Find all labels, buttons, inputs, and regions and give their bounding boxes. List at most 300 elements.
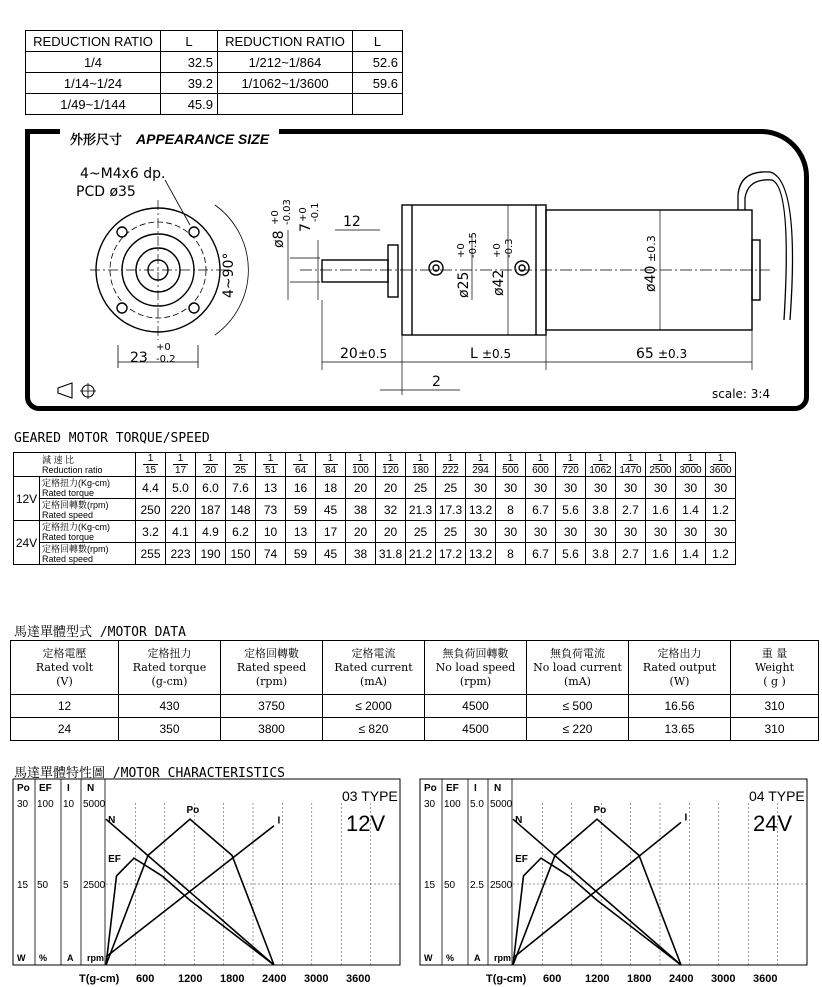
header-line: (W)	[669, 674, 690, 688]
mount-hole	[117, 303, 127, 313]
table-row	[11, 641, 819, 695]
ratio-denominator: 1062	[589, 465, 612, 476]
value-cell: 74	[256, 543, 286, 565]
ratio-denominator: 17	[174, 465, 187, 476]
header-line: 無負荷電流	[550, 646, 605, 660]
lead-wire	[745, 180, 786, 320]
value-cell: 45	[316, 543, 346, 565]
header-line: Weight	[755, 660, 794, 674]
table-cell: 4500	[425, 718, 527, 741]
header-line: Rated output	[642, 660, 717, 674]
ratio-numerator: 1	[473, 453, 488, 465]
header-cell: REDUCTION RATIO	[218, 31, 353, 52]
table-cell: 16.56	[629, 695, 731, 718]
ratio-cell	[496, 453, 526, 477]
ratio-numerator: 1	[623, 453, 638, 465]
ratio-cell	[646, 453, 676, 477]
value-cell: 3.8	[586, 499, 616, 521]
value-cell: 187	[196, 499, 226, 521]
screw-head	[515, 261, 529, 275]
x-axis-label: T(g-cm)	[486, 973, 527, 985]
value-cell: 13	[256, 477, 286, 499]
table-row	[14, 453, 736, 477]
mount-hole	[189, 303, 199, 313]
ratio-header-cell	[14, 453, 136, 477]
speed-label-en: Rated speed	[42, 553, 94, 564]
axis-tick: 5	[63, 880, 69, 891]
value-cell: 30	[646, 521, 676, 543]
header-line: (mA)	[360, 674, 387, 688]
ratio-numerator: 1	[353, 453, 368, 465]
torque-label-cell	[40, 477, 136, 499]
header-line: Rated current	[334, 660, 413, 674]
shaft-collar	[388, 245, 398, 297]
speed-label-cell	[40, 499, 136, 521]
value-cell: 6.7	[526, 543, 556, 565]
header-line: 無負荷回轉數	[442, 646, 509, 660]
torque-speed-table	[13, 452, 736, 565]
ratio-denominator: 600	[532, 465, 549, 476]
ratio-denominator: 120	[382, 465, 399, 476]
value-cell: 220	[166, 499, 196, 521]
axis-tick: 5000	[83, 799, 106, 810]
value-cell: 21.2	[406, 543, 436, 565]
value-cell: 4.1	[166, 521, 196, 543]
scale-label: scale: 3:4	[712, 387, 771, 401]
value-cell: 255	[136, 543, 166, 565]
value-cell: 30	[496, 477, 526, 499]
value-cell: 18	[316, 477, 346, 499]
table-row	[14, 521, 736, 543]
ratio-cell	[406, 453, 436, 477]
table-cell: 24	[11, 718, 119, 741]
ratio-denominator: 25	[234, 465, 247, 476]
value-cell: 7.6	[226, 477, 256, 499]
po-curve-label: Po	[593, 805, 607, 817]
value-cell: 30	[556, 477, 586, 499]
table-cell: 4500	[425, 695, 527, 718]
ratio-cell	[226, 453, 256, 477]
ratio-numerator: 1	[263, 453, 278, 465]
tolerance: +0	[456, 243, 467, 258]
value-cell: 150	[226, 543, 256, 565]
table-row	[11, 695, 819, 718]
value-cell: 8	[496, 543, 526, 565]
tolerance: ±0.3	[658, 347, 688, 361]
appearance-title-en: APPEARANCE SIZE	[136, 131, 270, 147]
tolerance: -0.03	[282, 199, 293, 225]
header-line: 重 量	[761, 646, 788, 660]
table-cell: 430	[119, 695, 221, 718]
header-cell	[425, 641, 527, 695]
value-cell: 45	[316, 499, 346, 521]
table-cell: ≤ 220	[527, 718, 629, 741]
voltage-cell: 24V	[14, 521, 40, 565]
speed-label-cn: 定格回轉數(rpm)	[42, 543, 109, 554]
value-cell: 4.4	[136, 477, 166, 499]
axis-tick: 10	[63, 799, 75, 810]
table-cell: 3750	[221, 695, 323, 718]
speed-label-en: Rated speed	[42, 509, 94, 520]
unit-label: A	[474, 953, 481, 963]
ratio-cell	[286, 453, 316, 477]
x-tick-label: 1800	[220, 973, 245, 985]
value-cell: 190	[196, 543, 226, 565]
value-cell: 4.9	[196, 521, 226, 543]
ratio-numerator: 1	[203, 453, 218, 465]
i-curve	[513, 822, 681, 958]
value-cell: 6.7	[526, 499, 556, 521]
value-cell: 1.6	[646, 543, 676, 565]
ratio-numerator: 1	[413, 453, 428, 465]
value-cell: 30	[466, 477, 496, 499]
ratio-cell	[706, 453, 736, 477]
speed-label-cn: 定格回轉數(rpm)	[42, 499, 109, 510]
value-cell: 32	[376, 499, 406, 521]
value-cell: 59	[286, 543, 316, 565]
value-cell: 20	[346, 477, 376, 499]
ef-curve	[513, 858, 681, 965]
tolerance: -0.2	[156, 354, 176, 365]
speed-label-cell	[40, 543, 136, 565]
value-cell: 2.7	[616, 543, 646, 565]
ratio-denominator: 1470	[619, 465, 642, 476]
unit-label: A	[67, 953, 74, 963]
value-cell: 73	[256, 499, 286, 521]
ratio-numerator: 1	[293, 453, 308, 465]
ratio-denominator: 500	[502, 465, 519, 476]
value-cell: 30	[496, 521, 526, 543]
header-cell	[221, 641, 323, 695]
header-cell	[629, 641, 731, 695]
header-cell	[119, 641, 221, 695]
ratio-denominator: 84	[324, 465, 337, 476]
projection-symbol	[58, 383, 72, 398]
x-tick-label: 2400	[262, 973, 287, 985]
ratio-cell	[676, 453, 706, 477]
value-cell: 1.6	[646, 499, 676, 521]
column-header: N	[87, 783, 95, 794]
value-cell: 5.0	[166, 477, 196, 499]
table-row	[14, 543, 736, 565]
table-cell: 310	[731, 718, 819, 741]
header-line: 定格電流	[351, 646, 396, 660]
x-tick-label: 1800	[627, 973, 652, 985]
tolerance: +0	[270, 210, 281, 225]
gear-dia-label: ø42	[491, 269, 507, 296]
value-cell: 25	[436, 477, 466, 499]
ratio-denominator: 15	[144, 465, 157, 476]
value-cell: 31.8	[376, 543, 406, 565]
value-cell: 17	[316, 521, 346, 543]
motor-data-title: 馬達單體型式 /MOTOR DATA	[14, 625, 186, 640]
column-header: I	[67, 783, 70, 794]
output-shaft	[322, 260, 388, 282]
column-header: Po	[17, 783, 30, 794]
characteristics-charts	[0, 775, 822, 987]
boss-label: ø25	[456, 271, 472, 298]
value-cell: 16	[286, 477, 316, 499]
x-tick-label: 600	[136, 973, 155, 985]
value-cell: 38	[346, 499, 376, 521]
mount-hole	[189, 227, 199, 237]
table-cell: 12	[11, 695, 119, 718]
table-cell: 45.9	[161, 94, 218, 115]
tolerance: +0	[156, 342, 171, 353]
header-line: (V)	[56, 674, 73, 688]
torque-section-title: GEARED MOTOR TORQUE/SPEED	[14, 431, 210, 446]
ratio-denominator: 720	[562, 465, 579, 476]
value-cell: 25	[406, 477, 436, 499]
ratio-cell	[436, 453, 466, 477]
table-cell: 59.6	[353, 73, 403, 94]
axis-tick: 50	[37, 880, 49, 891]
n-curve	[513, 819, 681, 965]
tolerance: ±0.5	[358, 347, 388, 361]
torque-label-en: Rated torque	[42, 487, 95, 498]
value-cell: 30	[556, 521, 586, 543]
x-tick-label: 2400	[669, 973, 694, 985]
column-header: EF	[39, 783, 52, 794]
axis-tick: 30	[17, 799, 29, 810]
axis-tick: 5.0	[470, 799, 484, 810]
type-label: 03 TYPE	[342, 788, 398, 804]
value-cell: 30	[616, 477, 646, 499]
value-cell: 5.6	[556, 499, 586, 521]
table-cell: ≤ 500	[527, 695, 629, 718]
header-cell	[527, 641, 629, 695]
value-cell: 223	[166, 543, 196, 565]
i-curve	[106, 826, 274, 957]
holes-leader	[165, 180, 190, 225]
tolerance: -0.1	[310, 202, 321, 222]
appearance-title-cn: 外形尺寸	[70, 132, 123, 147]
table-row	[14, 499, 736, 521]
header-cell: L	[353, 31, 403, 52]
value-cell: 3.2	[136, 521, 166, 543]
ratio-numerator: 1	[233, 453, 248, 465]
value-cell: 2.7	[616, 499, 646, 521]
table-cell: 13.65	[629, 718, 731, 741]
table-cell: 1/14~1/24	[26, 73, 161, 94]
ratio-cell	[316, 453, 346, 477]
ratio-cell	[346, 453, 376, 477]
value-cell: 30	[706, 521, 736, 543]
motor-data-table	[10, 640, 819, 741]
x-axis-label: T(g-cm)	[79, 973, 120, 985]
value-cell: 30	[616, 521, 646, 543]
i-curve-label: I	[277, 815, 281, 827]
column-header: EF	[446, 783, 459, 794]
torque-label-en: Rated torque	[42, 531, 95, 542]
value-cell: 30	[646, 477, 676, 499]
header-line: No load speed	[435, 660, 516, 674]
tolerance: -0.15	[468, 232, 479, 258]
tolerance: ±0.3	[645, 235, 658, 262]
header-line: 定格扭力	[147, 646, 192, 660]
ratio-cell	[256, 453, 286, 477]
ratio-cell	[466, 453, 496, 477]
unit-label: W	[17, 953, 26, 963]
mount-hole	[117, 227, 127, 237]
value-cell: 6.2	[226, 521, 256, 543]
ratio-cell	[196, 453, 226, 477]
value-cell: 38	[346, 543, 376, 565]
header-line: No load current	[533, 660, 622, 674]
torque-label-cell	[40, 521, 136, 543]
value-cell: 1.4	[676, 499, 706, 521]
value-cell: 17.3	[436, 499, 466, 521]
dimension-drawing	[0, 0, 822, 430]
header-line: (rpm)	[255, 674, 288, 688]
n-curve-label: N	[108, 815, 116, 827]
x-tick-label: 600	[543, 973, 562, 985]
ratio-numerator: 1	[143, 453, 158, 465]
unit-label: %	[39, 953, 48, 963]
value-cell: 21.3	[406, 499, 436, 521]
i-curve-label: I	[684, 812, 688, 824]
shaft-len-label: 20	[340, 346, 358, 362]
table-cell: 1/212~1/864	[218, 52, 353, 73]
value-cell: 30	[526, 477, 556, 499]
ratio-cell	[166, 453, 196, 477]
axis-tick: 2500	[490, 880, 513, 891]
x-tick-label: 3600	[346, 973, 371, 985]
header-line: 定格電壓	[42, 646, 87, 660]
value-cell: 30	[586, 521, 616, 543]
ratio-cell	[136, 453, 166, 477]
ratio-cell	[526, 453, 556, 477]
ratio-cell	[586, 453, 616, 477]
unit-label: W	[424, 953, 433, 963]
table-cell: 32.5	[161, 52, 218, 73]
tolerance: +0	[492, 243, 503, 258]
flat-label: 7	[298, 223, 314, 232]
ratio-denominator: 2500	[649, 465, 672, 476]
table-cell: 1/4	[26, 52, 161, 73]
motor-len-label: 65	[636, 346, 654, 362]
voltage-label: 12V	[346, 811, 386, 836]
ratio-numerator: 1	[683, 453, 698, 465]
value-cell: 25	[436, 521, 466, 543]
header-line: (rpm)	[459, 674, 492, 688]
value-cell: 30	[676, 477, 706, 499]
ratio-numerator: 1	[323, 453, 338, 465]
header-cell	[731, 641, 819, 695]
ratio-denominator: 100	[352, 465, 369, 476]
table-cell: ≤ 820	[323, 718, 425, 741]
po-curve-label: Po	[186, 805, 200, 817]
column-header: N	[494, 783, 502, 794]
table-cell: 1/1062~1/3600	[218, 73, 353, 94]
value-cell: 13	[286, 521, 316, 543]
x-tick-label: 3000	[304, 973, 329, 985]
table-cell: 1/49~1/144	[26, 94, 161, 115]
header-line: Rated torque	[132, 660, 207, 674]
pcd-label: PCD ø35	[76, 184, 136, 200]
value-cell: 30	[706, 477, 736, 499]
width23-label: 23	[130, 350, 148, 366]
n-curve-label: N	[515, 815, 523, 827]
x-tick-label: 3000	[711, 973, 736, 985]
header-cell	[323, 641, 425, 695]
value-cell: 1.4	[676, 543, 706, 565]
value-cell: 5.6	[556, 543, 586, 565]
column-header: Po	[424, 783, 437, 794]
unit-label: rpm	[494, 953, 512, 963]
holes-label: 4~M4x6 dp.	[80, 166, 166, 182]
table-cell: ≤ 2000	[323, 695, 425, 718]
ratio-denominator: 3000	[679, 465, 702, 476]
x-tick-label: 1200	[178, 973, 203, 985]
value-cell: 30	[676, 521, 706, 543]
header-line: ( g )	[763, 674, 786, 688]
ratio-denominator: 51	[264, 465, 277, 476]
value-cell: 25	[406, 521, 436, 543]
value-cell: 59	[286, 499, 316, 521]
value-cell: 13.2	[466, 543, 496, 565]
header-line: Rated speed	[236, 660, 307, 674]
voltage-label: 24V	[753, 811, 793, 836]
torque-label-cn: 定格扭力(Kg-cm)	[42, 521, 110, 532]
ratio-label-en: Reduction ratio	[42, 464, 103, 475]
value-cell: 20	[376, 477, 406, 499]
table-cell: 310	[731, 695, 819, 718]
ratio-numerator: 1	[563, 453, 578, 465]
ratio-label-cn: 減 速 比	[42, 454, 75, 465]
value-cell: 20	[376, 521, 406, 543]
table-cell: 52.6	[353, 52, 403, 73]
unit-label: %	[446, 953, 455, 963]
flange-label: 2	[432, 374, 441, 390]
ratio-cell	[616, 453, 646, 477]
ratio-denominator: 20	[204, 465, 217, 476]
value-cell: 30	[466, 521, 496, 543]
axis-tick: 30	[424, 799, 436, 810]
axis-tick: 15	[424, 880, 436, 891]
value-cell: 20	[346, 521, 376, 543]
tolerance: ±0.5	[482, 347, 512, 361]
ef-curve-label: EF	[515, 854, 528, 866]
tolerance: -0.3	[504, 238, 515, 258]
ratio-denominator: 222	[442, 465, 459, 476]
characteristics-title: 馬達單體特性圖 /MOTOR CHARACTERISTICS	[14, 766, 286, 781]
axis-tick: 100	[444, 799, 461, 810]
value-cell: 30	[586, 477, 616, 499]
ratio-numerator: 1	[713, 453, 728, 465]
axis-tick: 5000	[490, 799, 513, 810]
ratio-numerator: 1	[503, 453, 518, 465]
table-row	[14, 477, 736, 499]
axis-tick: 50	[444, 880, 456, 891]
ratio-cell	[556, 453, 586, 477]
gear-len-label: L	[470, 346, 478, 362]
table-cell: 350	[119, 718, 221, 741]
axis-tick: 2500	[83, 880, 106, 891]
shaft-dia-label: ø8	[271, 230, 287, 248]
axis-tick: 15	[17, 880, 29, 891]
value-cell: 13.2	[466, 499, 496, 521]
ratio-denominator: 3600	[709, 465, 732, 476]
value-cell: 8	[496, 499, 526, 521]
axis-tick: 2.5	[470, 880, 484, 891]
value-cell: 148	[226, 499, 256, 521]
header-line: 定格回轉數	[244, 646, 299, 660]
x-tick-label: 3600	[753, 973, 778, 985]
ratio-cell	[376, 453, 406, 477]
header-line: (mA)	[564, 674, 591, 688]
header-line: 定格出力	[657, 646, 702, 660]
